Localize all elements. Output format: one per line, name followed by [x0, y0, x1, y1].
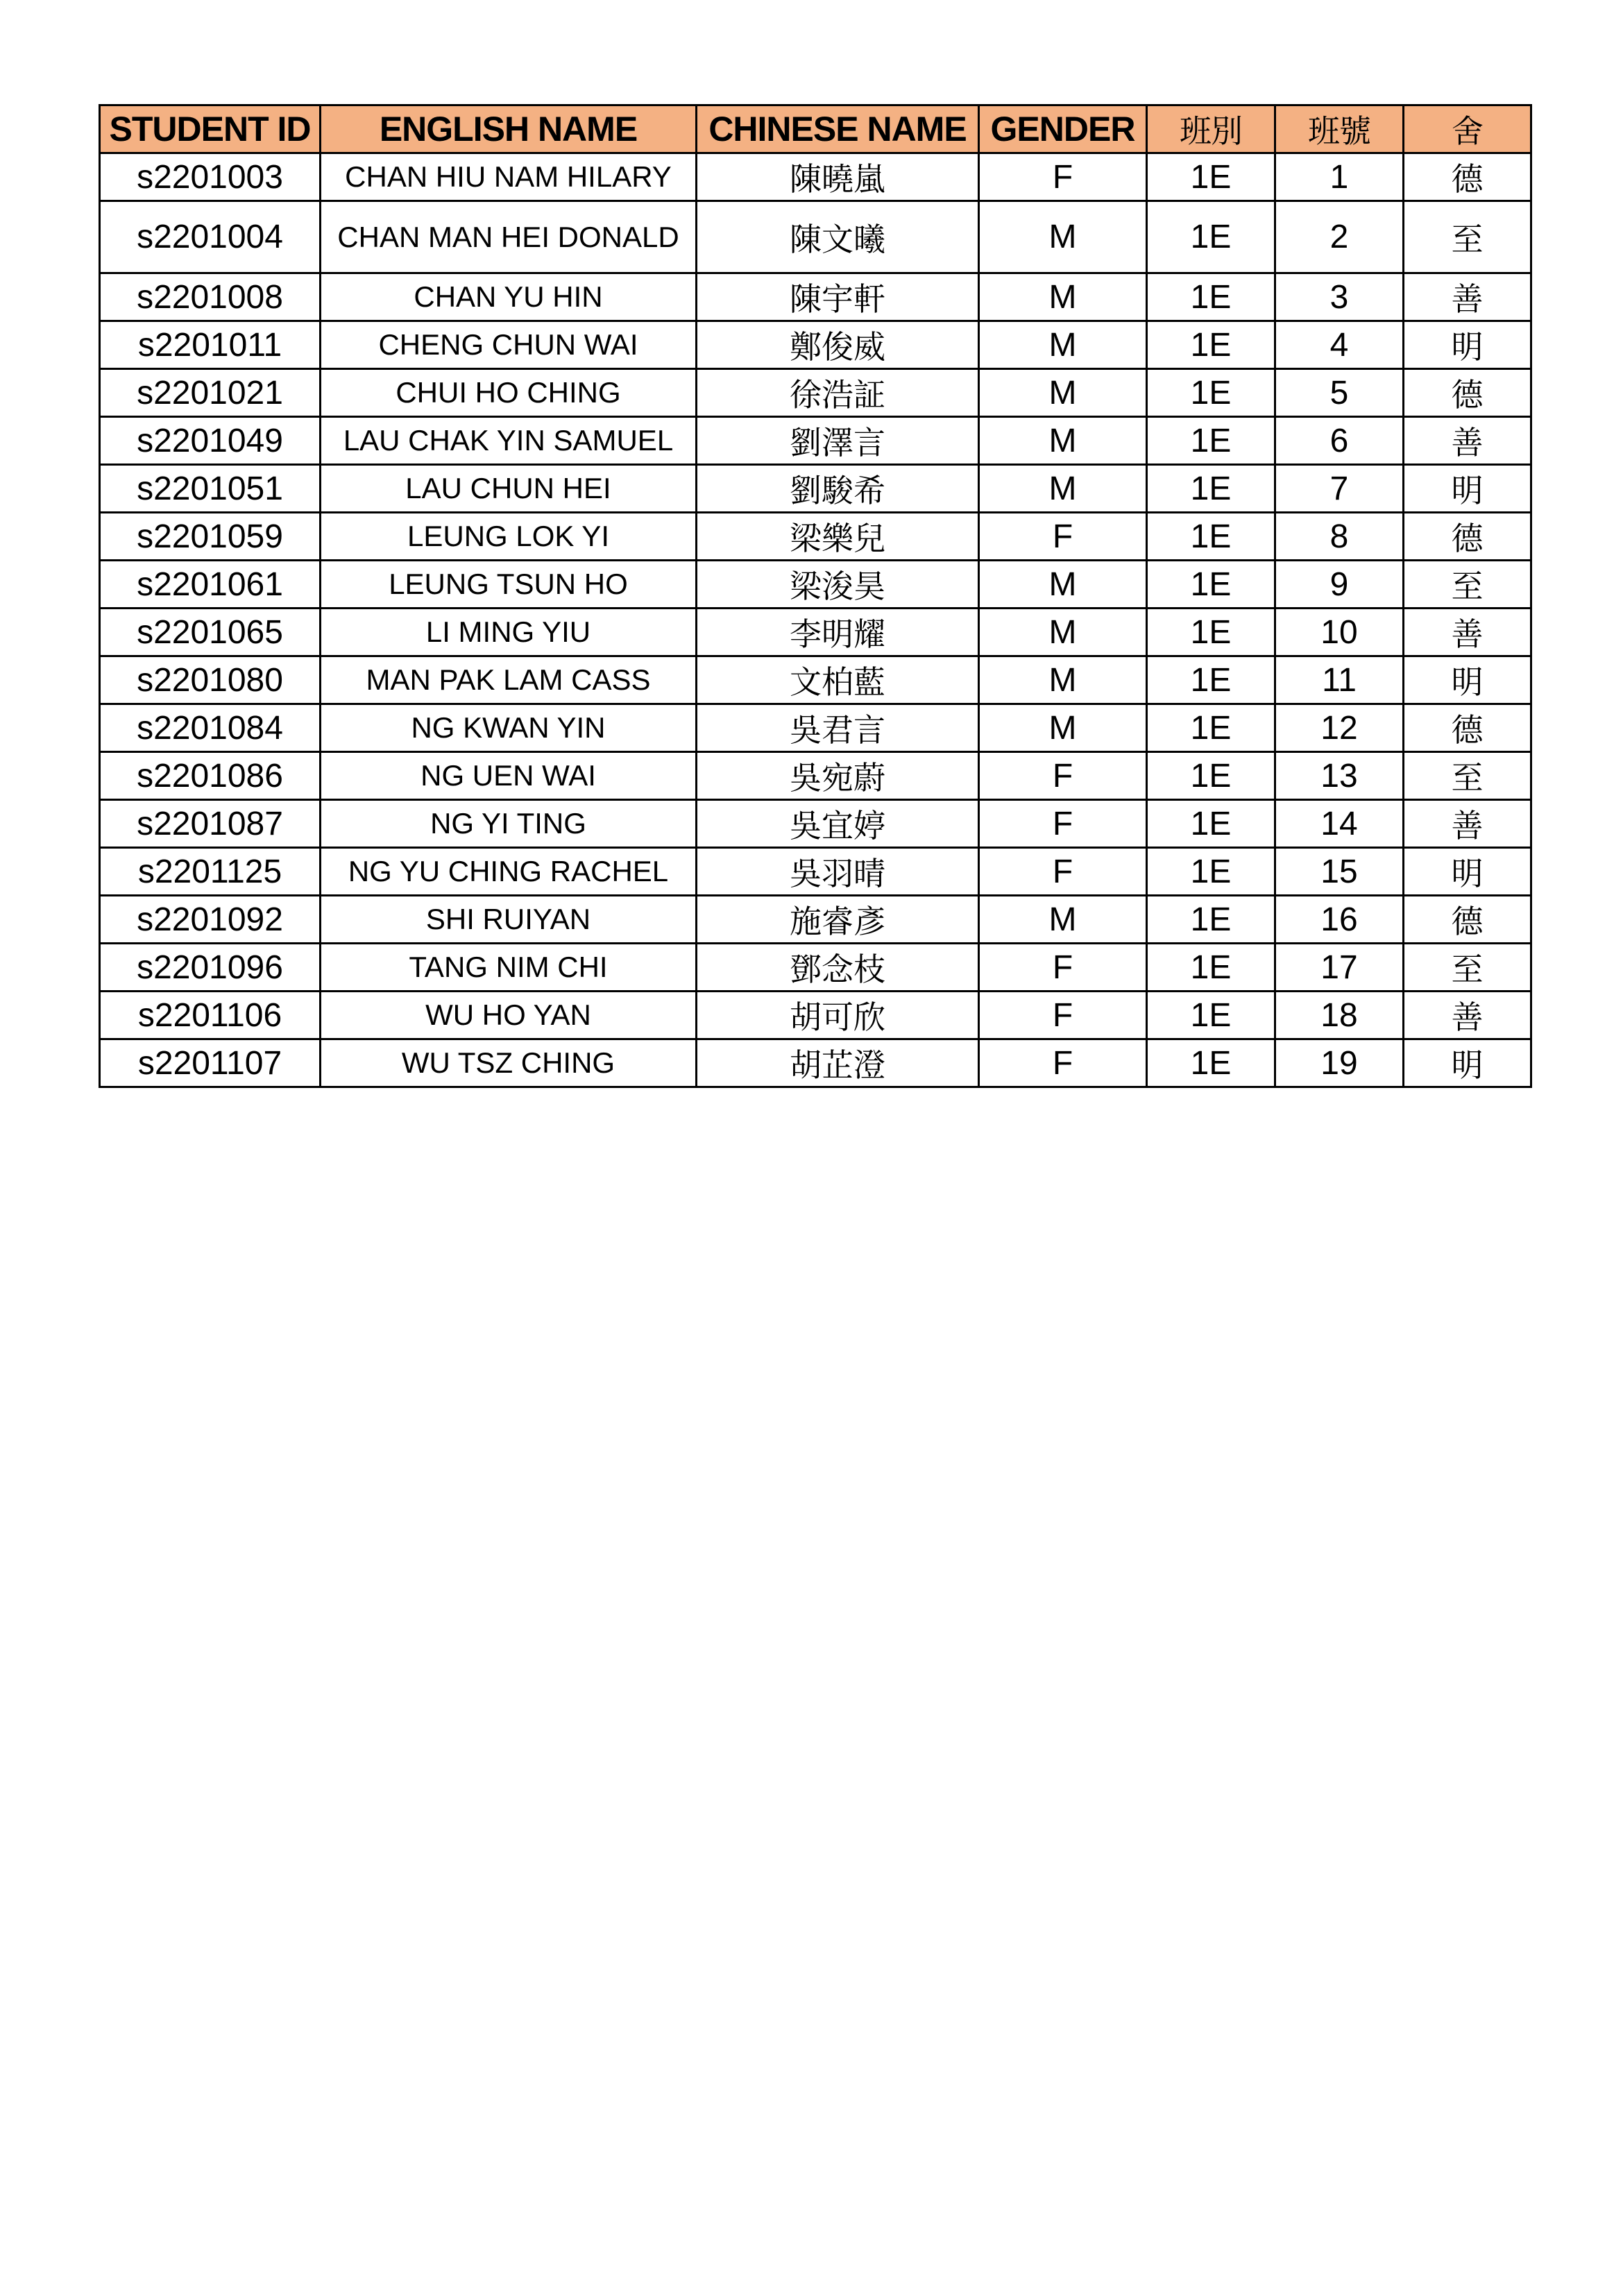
cell-english-name: LAU CHUN HEI	[321, 465, 697, 513]
header-row	[100, 105, 1531, 153]
cell-house: 善	[1404, 609, 1531, 656]
cell-chinese-name: 胡可欣	[697, 992, 979, 1039]
header-english-name: ENGLISH NAME	[321, 105, 697, 153]
cell-english-name: CHAN YU HIN	[321, 273, 697, 321]
cell-class-number: 11	[1275, 656, 1404, 704]
cell-student-id: s2201059	[100, 513, 321, 561]
cell-gender: M	[979, 273, 1147, 321]
header-chinese-name: CHINESE NAME	[697, 105, 979, 153]
cell-class-number: 9	[1275, 561, 1404, 609]
cell-student-id: s2201092	[100, 896, 321, 944]
cell-english-name: CHENG CHUN WAI	[321, 321, 697, 369]
cell-student-id: s2201008	[100, 273, 321, 321]
cell-english-name: SHI RUIYAN	[321, 896, 697, 944]
student-roster-table	[99, 104, 1532, 1088]
cell-class-number: 5	[1275, 369, 1404, 417]
cell-english-name: WU TSZ CHING	[321, 1039, 697, 1087]
cell-class: 1E	[1147, 656, 1275, 704]
cell-chinese-name: 劉澤言	[697, 417, 979, 465]
header-house: 舍	[1404, 105, 1531, 153]
cell-house: 至	[1404, 944, 1531, 992]
cell-gender: F	[979, 848, 1147, 896]
cell-gender: M	[979, 369, 1147, 417]
cell-chinese-name: 鄧念枝	[697, 944, 979, 992]
table-row	[100, 848, 1531, 896]
table-row	[100, 273, 1531, 321]
cell-class: 1E	[1147, 752, 1275, 800]
cell-english-name: WU HO YAN	[321, 992, 697, 1039]
table-row	[100, 1039, 1531, 1087]
cell-gender: M	[979, 609, 1147, 656]
header-class-number: 班號	[1275, 105, 1404, 153]
cell-class: 1E	[1147, 321, 1275, 369]
cell-english-name: CHUI HO CHING	[321, 369, 697, 417]
cell-house: 德	[1404, 896, 1531, 944]
table-row	[100, 561, 1531, 609]
cell-student-id: s2201051	[100, 465, 321, 513]
cell-class-number: 14	[1275, 800, 1404, 848]
cell-class: 1E	[1147, 896, 1275, 944]
cell-class: 1E	[1147, 153, 1275, 201]
cell-house: 明	[1404, 656, 1531, 704]
cell-class: 1E	[1147, 992, 1275, 1039]
cell-class: 1E	[1147, 848, 1275, 896]
cell-chinese-name: 施睿彥	[697, 896, 979, 944]
table-body	[100, 153, 1531, 1087]
table-row	[100, 369, 1531, 417]
table-row	[100, 800, 1531, 848]
cell-class-number: 12	[1275, 704, 1404, 752]
cell-chinese-name: 胡芷澄	[697, 1039, 979, 1087]
cell-gender: F	[979, 1039, 1147, 1087]
cell-class: 1E	[1147, 273, 1275, 321]
cell-english-name: LI MING YIU	[321, 609, 697, 656]
cell-english-name: NG YI TING	[321, 800, 697, 848]
cell-class-number: 10	[1275, 609, 1404, 656]
table-header	[100, 105, 1531, 153]
cell-class: 1E	[1147, 944, 1275, 992]
cell-english-name: LAU CHAK YIN SAMUEL	[321, 417, 697, 465]
cell-gender: F	[979, 513, 1147, 561]
cell-chinese-name: 文柏藍	[697, 656, 979, 704]
table-row	[100, 153, 1531, 201]
cell-gender: F	[979, 800, 1147, 848]
table-row	[100, 201, 1531, 273]
cell-class: 1E	[1147, 201, 1275, 273]
cell-chinese-name: 徐浩証	[697, 369, 979, 417]
table-row	[100, 704, 1531, 752]
table-row	[100, 417, 1531, 465]
cell-chinese-name: 梁樂兒	[697, 513, 979, 561]
cell-class: 1E	[1147, 1039, 1275, 1087]
cell-chinese-name: 鄭俊威	[697, 321, 979, 369]
cell-gender: F	[979, 153, 1147, 201]
cell-class-number: 4	[1275, 321, 1404, 369]
cell-class-number: 19	[1275, 1039, 1404, 1087]
cell-gender: F	[979, 992, 1147, 1039]
cell-english-name: LEUNG TSUN HO	[321, 561, 697, 609]
cell-class: 1E	[1147, 561, 1275, 609]
cell-student-id: s2201004	[100, 201, 321, 273]
cell-chinese-name: 吳宛蔚	[697, 752, 979, 800]
cell-student-id: s2201011	[100, 321, 321, 369]
table-row	[100, 944, 1531, 992]
cell-house: 善	[1404, 273, 1531, 321]
cell-chinese-name: 陳宇軒	[697, 273, 979, 321]
cell-chinese-name: 梁浚昊	[697, 561, 979, 609]
cell-student-id: s2201080	[100, 656, 321, 704]
cell-class-number: 18	[1275, 992, 1404, 1039]
cell-english-name: MAN PAK LAM CASS	[321, 656, 697, 704]
cell-english-name: NG KWAN YIN	[321, 704, 697, 752]
cell-class: 1E	[1147, 465, 1275, 513]
table-row	[100, 609, 1531, 656]
cell-house: 德	[1404, 704, 1531, 752]
cell-chinese-name: 李明耀	[697, 609, 979, 656]
cell-gender: F	[979, 944, 1147, 992]
cell-house: 德	[1404, 153, 1531, 201]
cell-student-id: s2201065	[100, 609, 321, 656]
cell-english-name: LEUNG LOK YI	[321, 513, 697, 561]
cell-student-id: s2201125	[100, 848, 321, 896]
cell-class-number: 8	[1275, 513, 1404, 561]
table-row	[100, 465, 1531, 513]
cell-house: 至	[1404, 752, 1531, 800]
cell-student-id: s2201096	[100, 944, 321, 992]
cell-class-number: 2	[1275, 201, 1404, 273]
cell-class: 1E	[1147, 704, 1275, 752]
cell-gender: M	[979, 465, 1147, 513]
cell-class: 1E	[1147, 800, 1275, 848]
cell-gender: M	[979, 896, 1147, 944]
cell-student-id: s2201087	[100, 800, 321, 848]
header-gender: GENDER	[979, 105, 1147, 153]
cell-class: 1E	[1147, 369, 1275, 417]
cell-gender: M	[979, 656, 1147, 704]
cell-english-name: NG YU CHING RACHEL	[321, 848, 697, 896]
cell-house: 至	[1404, 561, 1531, 609]
cell-class-number: 7	[1275, 465, 1404, 513]
cell-class-number: 15	[1275, 848, 1404, 896]
cell-gender: M	[979, 417, 1147, 465]
cell-english-name: TANG NIM CHI	[321, 944, 697, 992]
cell-student-id: s2201061	[100, 561, 321, 609]
cell-class-number: 3	[1275, 273, 1404, 321]
table-row	[100, 896, 1531, 944]
cell-student-id: s2201003	[100, 153, 321, 201]
cell-house: 善	[1404, 992, 1531, 1039]
cell-house: 至	[1404, 201, 1531, 273]
cell-house: 明	[1404, 848, 1531, 896]
cell-house: 善	[1404, 417, 1531, 465]
cell-house: 明	[1404, 1039, 1531, 1087]
cell-student-id: s2201049	[100, 417, 321, 465]
cell-student-id: s2201106	[100, 992, 321, 1039]
cell-house: 德	[1404, 513, 1531, 561]
cell-student-id: s2201084	[100, 704, 321, 752]
cell-class: 1E	[1147, 513, 1275, 561]
cell-english-name: NG UEN WAI	[321, 752, 697, 800]
cell-student-id: s2201107	[100, 1039, 321, 1087]
cell-class-number: 16	[1275, 896, 1404, 944]
header-class: 班別	[1147, 105, 1275, 153]
cell-chinese-name: 吳宜婷	[697, 800, 979, 848]
cell-class-number: 13	[1275, 752, 1404, 800]
cell-gender: F	[979, 752, 1147, 800]
cell-gender: M	[979, 201, 1147, 273]
header-student-id: STUDENT ID	[100, 105, 321, 153]
table-row	[100, 752, 1531, 800]
cell-gender: M	[979, 321, 1147, 369]
cell-class: 1E	[1147, 609, 1275, 656]
cell-gender: M	[979, 704, 1147, 752]
cell-house: 明	[1404, 465, 1531, 513]
cell-english-name: CHAN MAN HEI DONALD	[321, 201, 697, 273]
table-row	[100, 513, 1531, 561]
cell-gender: M	[979, 561, 1147, 609]
cell-chinese-name: 陳曉嵐	[697, 153, 979, 201]
cell-class: 1E	[1147, 417, 1275, 465]
cell-chinese-name: 陳文曦	[697, 201, 979, 273]
cell-student-id: s2201021	[100, 369, 321, 417]
cell-class-number: 6	[1275, 417, 1404, 465]
cell-chinese-name: 劉駿希	[697, 465, 979, 513]
cell-class-number: 1	[1275, 153, 1404, 201]
cell-chinese-name: 吳君言	[697, 704, 979, 752]
cell-english-name: CHAN HIU NAM HILARY	[321, 153, 697, 201]
cell-student-id: s2201086	[100, 752, 321, 800]
cell-class-number: 17	[1275, 944, 1404, 992]
table-row	[100, 321, 1531, 369]
cell-house: 明	[1404, 321, 1531, 369]
cell-house: 德	[1404, 369, 1531, 417]
table-row	[100, 656, 1531, 704]
table-row	[100, 992, 1531, 1039]
cell-chinese-name: 吳羽晴	[697, 848, 979, 896]
cell-house: 善	[1404, 800, 1531, 848]
